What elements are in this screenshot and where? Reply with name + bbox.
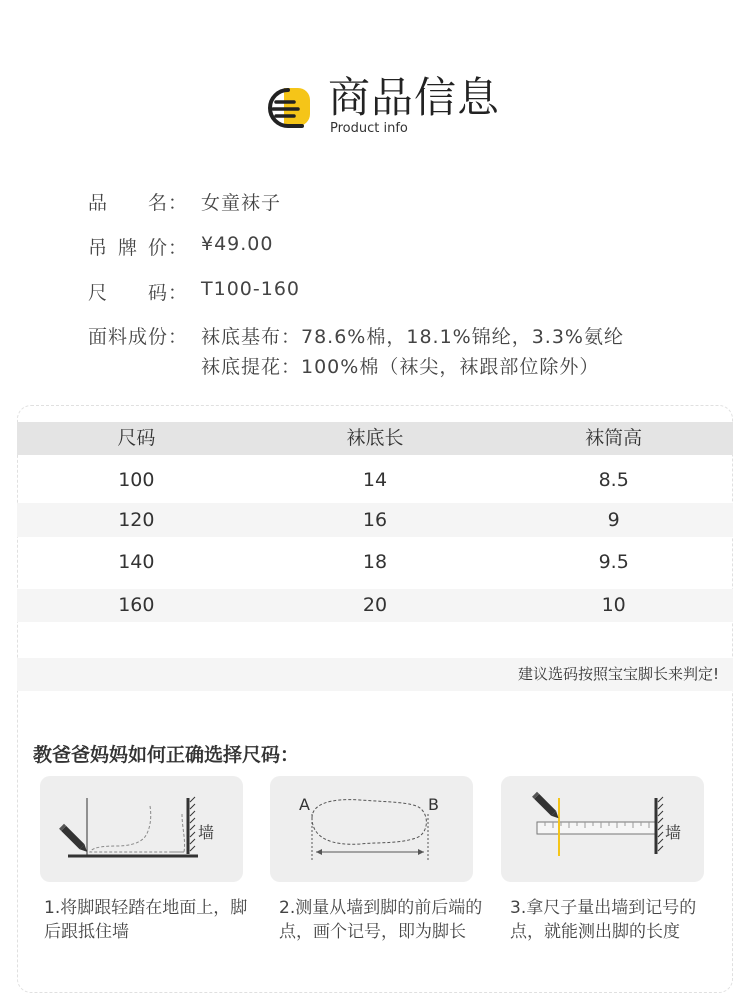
guide-panel-1: [40, 776, 243, 882]
column-header: 袜筒高: [585, 427, 643, 449]
footprint-illustration: [270, 776, 473, 882]
info-value: 袜底基布：78.6%棉，18.1%锦纶，3.3%氨纶: [201, 326, 624, 348]
info-value: 袜底提花：100%棉（袜尖，袜跟部位除外）: [201, 356, 600, 378]
table-cell: 10: [601, 594, 626, 616]
point-b-label: B: [428, 795, 439, 814]
wall-label: 墙: [665, 823, 682, 842]
info-label: 品 名：: [88, 192, 188, 214]
table-cell: 8.5: [598, 469, 629, 491]
size-note: 建议选码按照宝宝脚长来判定!: [517, 665, 719, 683]
table-cell: 18: [362, 551, 388, 573]
document-list-icon: [264, 84, 312, 130]
table-cell: 14: [362, 469, 388, 491]
table-cell: 20: [362, 594, 388, 616]
table-cell: 9: [607, 509, 620, 531]
guide-panel-2: [270, 776, 473, 882]
table-header: [17, 422, 733, 455]
table-cell: 120: [118, 509, 155, 531]
info-label: 尺 码：: [88, 282, 188, 304]
table-row: [17, 589, 733, 622]
guide-step-1: 1.将脚跟轻踏在地面上，脚后跟抵住墙: [44, 898, 248, 942]
table-row: [17, 464, 733, 497]
table-cell: 100: [118, 469, 155, 491]
info-value: T100-160: [201, 278, 300, 300]
guide-title: 教爸爸妈妈如何正确选择尺码：: [33, 744, 300, 766]
page-subtitle: Product info: [330, 121, 408, 136]
info-label: 面料成份：: [88, 326, 189, 348]
info-value: ¥49.00: [201, 233, 274, 255]
table-row: [17, 546, 733, 579]
table-cell: 16: [362, 509, 388, 531]
point-a-label: A: [299, 795, 310, 814]
info-label: 吊 牌 价：: [88, 237, 188, 259]
info-value: 女童袜子: [201, 192, 282, 214]
guide-panel-3: [501, 776, 704, 882]
size-note-bar: [17, 658, 733, 691]
table-cell: 9.5: [598, 551, 629, 573]
table-cell: 160: [118, 594, 155, 616]
column-header: 袜底长: [346, 427, 404, 449]
table-row: [17, 503, 733, 537]
page-title: 商品信息: [328, 73, 501, 122]
section-header: [0, 0, 750, 150]
wall-label: 墙: [198, 823, 215, 842]
guide-step-2: 2.测量从墙到脚的前后端的点，画个记号，即为脚长: [279, 898, 483, 942]
guide-step-3: 3.拿尺子量出墙到记号的点，就能测出脚的长度: [510, 898, 697, 942]
table-cell: 140: [118, 551, 155, 573]
column-header: 尺码: [117, 427, 156, 449]
